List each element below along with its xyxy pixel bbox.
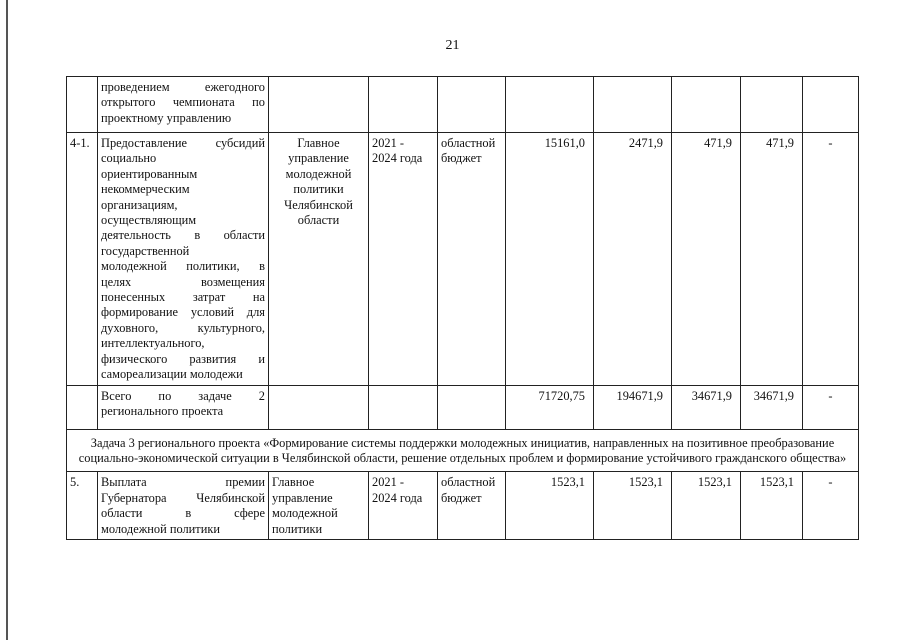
table-row-continuation [67,77,859,133]
cell-measure-name: Всего по задаче 2 регионального проекта [98,385,269,429]
page-number: 21 [445,38,460,53]
cell-value-2: 1523,1 [594,472,672,540]
cell-num: 5. [67,472,98,540]
cell-source [438,385,506,429]
page-left-border [6,0,8,640]
cell-value-2 [594,77,672,133]
cell-value-2: 2471,9 [594,133,672,386]
cell-value-2: 194671,9 [594,385,672,429]
cell-source [438,77,506,133]
cell-value-5 [803,77,859,133]
cell-executor [269,77,369,133]
cell-num: 4-1. [67,133,98,386]
program-table [66,76,859,540]
table-row-4-1 [67,133,859,386]
cell-value-5: - [803,472,859,540]
cell-source: областной бюджет [438,472,506,540]
cell-value-3 [672,77,741,133]
cell-measure-name: Выплата премии Губернатора Челябинской области в сфере молодежной политики [98,472,269,540]
cell-num [67,77,98,133]
cell-value-5: - [803,133,859,386]
cell-period [369,77,438,133]
table-row-task-3-heading [67,429,859,472]
table-row-5 [67,472,859,540]
table-row-total-task-2 [67,385,859,429]
cell-num [67,385,98,429]
cell-executor: Главное управление молодежной политики Челябинской области [269,133,369,386]
cell-value-4 [741,77,803,133]
cell-period: 2021 - 2024 года [369,472,438,540]
cell-value-3: 1523,1 [672,472,741,540]
cell-measure-name: Предоставление субсидий социально ориентированным некоммерческим организациям, осуществляющим деятельность в области государственной молодежной политики, в целях возмещения понесенных затрат на формирование условий для духовного, культурного, интеллектуального, физического развития и самореализации молодежи [98,133,269,386]
cell-value-3: 471,9 [672,133,741,386]
cell-value-1: 15161,0 [506,133,594,386]
cell-period: 2021 - 2024 года [369,133,438,386]
cell-value-1: 1523,1 [506,472,594,540]
cell-value-4: 34671,9 [741,385,803,429]
task-3-heading: Задача 3 регионального проекта «Формирование системы поддержки молодежных инициатив, направленных на позитивное преобразование социально-экономической ситуации в Челябинской области, решение отдельных проблем и формирование устойчивого гражданского общества» [67,429,859,472]
cell-value-5: - [803,385,859,429]
cell-period [369,385,438,429]
cell-value-4: 1523,1 [741,472,803,540]
cell-executor: Главное управление молодежной политики [269,472,369,540]
cell-value-3: 34671,9 [672,385,741,429]
cell-executor [269,385,369,429]
cell-value-4: 471,9 [741,133,803,386]
cell-value-1 [506,77,594,133]
cell-value-1: 71720,75 [506,385,594,429]
cell-source: областной бюджет [438,133,506,386]
cell-measure-name: проведением ежегодного открытого чемпионата по проектному управлению [98,77,269,133]
